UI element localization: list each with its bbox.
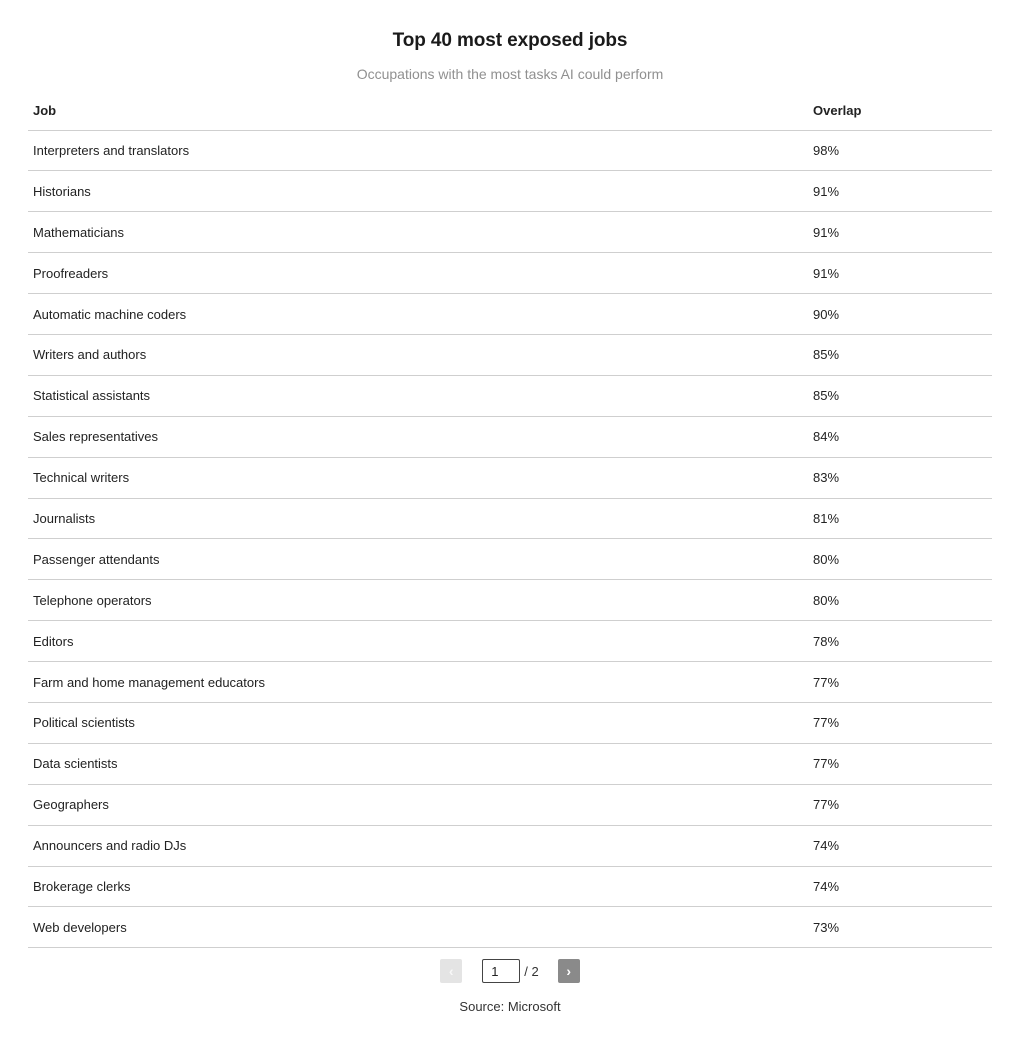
job-cell: Passenger attendants [28,539,808,580]
jobs-table [28,92,992,948]
overlap-cell: 77% [808,784,992,825]
source-note: Source: Microsoft [459,999,561,1014]
page-total: / 2 [524,963,539,979]
table-row [28,498,992,539]
header-job: Job [28,92,808,130]
table-row [28,457,992,498]
chart-subtitle: Occupations with the most tasks AI could perform [356,66,664,82]
job-cell: Proofreaders [28,253,808,294]
next-page-button[interactable]: › [558,959,580,983]
overlap-cell: 83% [808,457,992,498]
table-row [28,416,992,457]
table-body [28,130,992,948]
table-row [28,743,992,784]
table-row [28,907,992,948]
table-row [28,580,992,621]
header-overlap: Overlap [808,92,992,130]
chart-title: Top 40 most exposed jobs [392,30,628,51]
prev-page-button[interactable]: ‹ [440,959,462,983]
job-cell: Statistical assistants [28,375,808,416]
table-row [28,539,992,580]
overlap-cell: 91% [808,212,992,253]
job-cell: Mathematicians [28,212,808,253]
table-header-row [28,92,992,130]
job-cell: Historians [28,171,808,212]
table-row [28,294,992,335]
pagination [0,958,1020,984]
table-row [28,866,992,907]
overlap-cell: 85% [808,334,992,375]
job-cell: Technical writers [28,457,808,498]
job-cell: Telephone operators [28,580,808,621]
overlap-cell: 74% [808,866,992,907]
overlap-cell: 80% [808,580,992,621]
overlap-cell: 80% [808,539,992,580]
job-cell: Interpreters and translators [28,130,808,171]
overlap-cell: 78% [808,621,992,662]
job-cell: Geographers [28,784,808,825]
overlap-cell: 77% [808,662,992,703]
overlap-cell: 84% [808,416,992,457]
job-cell: Sales representatives [28,416,808,457]
overlap-cell: 77% [808,702,992,743]
job-cell: Journalists [28,498,808,539]
job-cell: Data scientists [28,743,808,784]
table-row [28,621,992,662]
page-number-input[interactable] [482,959,520,983]
job-cell: Writers and authors [28,334,808,375]
overlap-cell: 73% [808,907,992,948]
overlap-cell: 85% [808,375,992,416]
job-cell: Web developers [28,907,808,948]
table-row [28,130,992,171]
table-row [28,784,992,825]
overlap-cell: 91% [808,171,992,212]
overlap-cell: 90% [808,294,992,335]
table-row [28,253,992,294]
overlap-cell: 98% [808,130,992,171]
job-cell: Political scientists [28,702,808,743]
job-cell: Editors [28,621,808,662]
table-row [28,171,992,212]
job-cell: Brokerage clerks [28,866,808,907]
table-row [28,702,992,743]
overlap-cell: 81% [808,498,992,539]
job-cell: Announcers and radio DJs [28,825,808,866]
overlap-cell: 74% [808,825,992,866]
job-cell: Farm and home management educators [28,662,808,703]
table-row [28,662,992,703]
table-row [28,375,992,416]
table-row [28,334,992,375]
overlap-cell: 91% [808,253,992,294]
table-row [28,212,992,253]
job-cell: Automatic machine coders [28,294,808,335]
table-row [28,825,992,866]
overlap-cell: 77% [808,743,992,784]
